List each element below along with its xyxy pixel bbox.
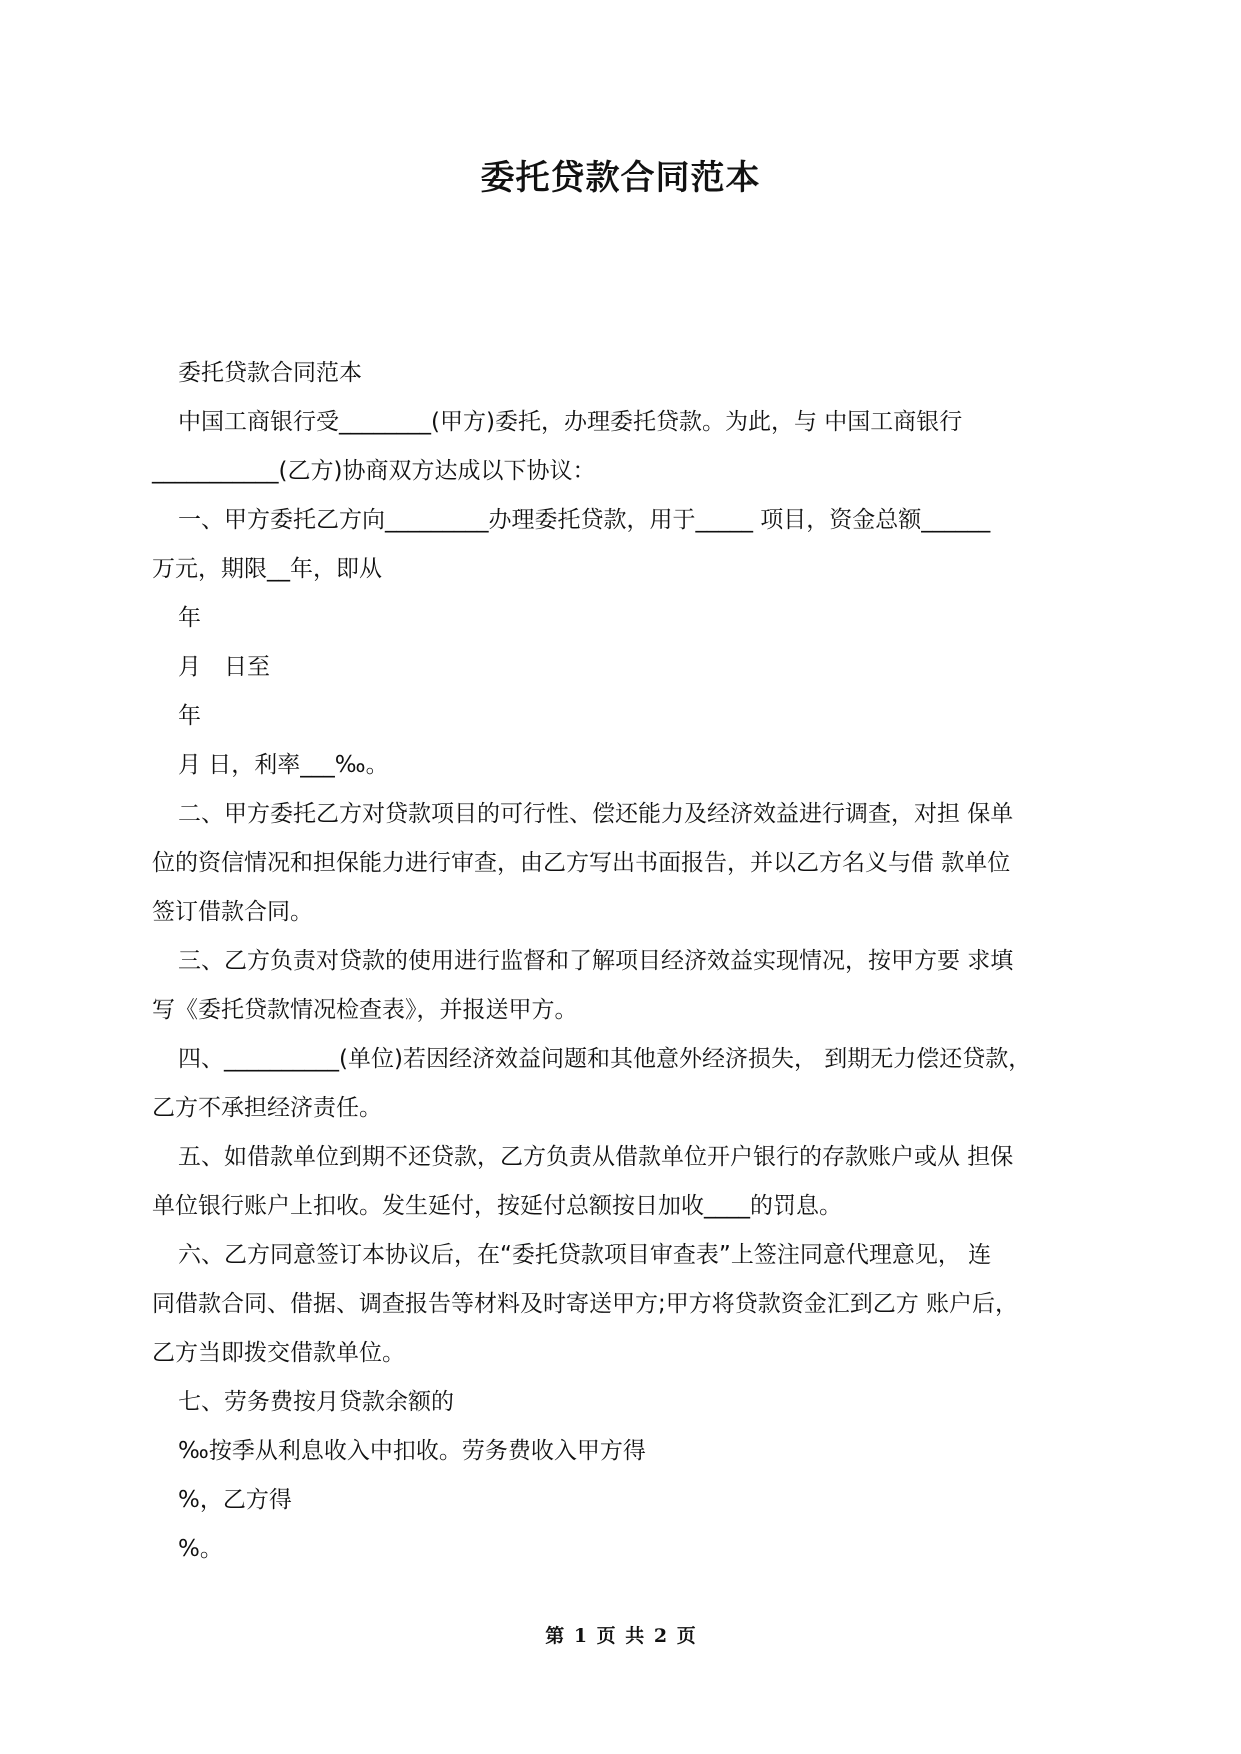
body-line: 写《委托贷款情况检查表》，并报送甲方。: [152, 997, 578, 1023]
body-line: 单位银行账户上扣收。发生延付，按延付总额按日加收____的罚息。: [152, 1193, 842, 1219]
body-line: ‰按季从利息收入中扣收。劳务费收入甲方得: [178, 1438, 646, 1464]
body-line: 一、甲方委托乙方向_________办理委托贷款，用于_____ 项目，资金总额______: [178, 507, 991, 533]
body-line: 五、如借款单位到期不还贷款，乙方负责从借款单位开户银行的存款账户或从 担保: [178, 1144, 1014, 1170]
body-line: 委托贷款合同范本: [178, 360, 362, 386]
body-line: 六、乙方同意签订本协议后，在“委托贷款项目审查表”上签注同意代理意见， 连: [178, 1242, 992, 1268]
body-line: 乙方当即拨交借款单位。: [152, 1340, 405, 1366]
body-line: 月 日，利率___‰。: [178, 752, 389, 778]
body-line: ___________(乙方)协商双方达成以下协议：: [152, 458, 596, 484]
body-line: 二、甲方委托乙方对贷款项目的可行性、偿还能力及经济效益进行调查，对担 保单: [178, 801, 1014, 827]
body-line: 乙方不承担经济责任。: [152, 1095, 382, 1121]
body-line: 三、乙方负责对贷款的使用进行监督和了解项目经济效益实现情况，按甲方要 求填: [178, 948, 1014, 974]
body-line: 年: [178, 703, 201, 729]
body-line: 万元，期限__年，即从: [152, 556, 382, 582]
body-line: 月 日至: [178, 654, 270, 680]
body-line: 位的资信情况和担保能力进行审查，由乙方写出书面报告，并以乙方名义与借 款单位: [152, 850, 1011, 876]
body-line: 同借款合同、借据、调查报告等材料及时寄送甲方;甲方将贷款资金汇到乙方 账户后，: [152, 1291, 1019, 1317]
document-body: [152, 349, 1097, 1574]
document-title: 委托贷款合同范本: [480, 158, 761, 198]
page-number: 第 1 页 共 2 页: [545, 1625, 696, 1647]
body-line: %。: [178, 1536, 223, 1562]
body-line: %，乙方得: [178, 1487, 292, 1513]
body-line: 四、__________(单位)若因经济效益问题和其他意外经济损失， 到期无力偿还贷款，: [178, 1046, 1032, 1072]
body-line: 签订借款合同。: [152, 899, 313, 925]
body-line: 中国工商银行受________(甲方)委托，办理委托贷款。为此，与 中国工商银行: [178, 409, 963, 435]
body-line: 年: [178, 605, 201, 631]
body-line: 七、劳务费按月贷款余额的: [178, 1389, 454, 1415]
